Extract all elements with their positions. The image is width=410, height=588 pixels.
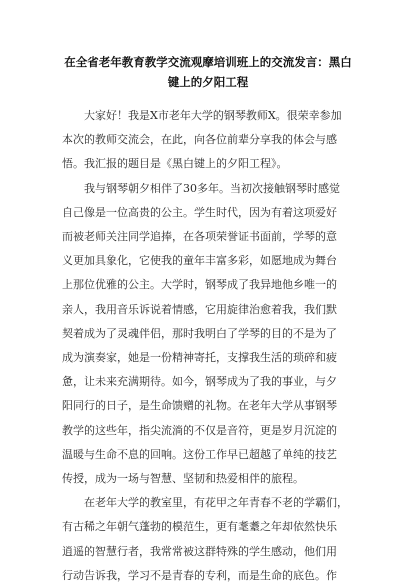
paragraph-greeting: 大家好！我是X市老年大学的钢琴教师X。很荣幸参加 本次的教师交流会，在此，向各位前辈分享我的体会与感 悟。我汇报的题目是《黑白键上的夕阳工程》。 — [62, 109, 342, 171]
document-title: 在全省老年教育教学交流观摩培训班上的交流发言：黑白 键上的夕阳工程 — [64, 55, 352, 89]
paragraph-piano-journey: 我与钢琴朝夕相伴了30多年。当初次接触钢琴时感觉 自己像是一位高贵的公主。学生时代，因为有着这项爱好 而被老师关注同学追捧，在各项荣誉证书面前，学琴的意 义更加具象化，它使我的童年丰富多彩，如愿地成为舞台 上那位优雅的公主。大学时，钢琴成了我异地他乡唯一的 亲人，我用音乐诉说着情感，它用旋律治愈着我，我们默 契着成为了灵魂伴侣，那时我明白了学琴的目的不是为了 成为演奏家，她是一份精神寄托，支撑我生活的琐碎和疲 惫，让未来充满期待。如今，钢琴成为了我的事业，与夕 阳同行的日子，是生命馈赠的礼物。在老年大学从事钢琴 教学的这些年，指尖流淌的不仅是音符，更是岁月沉淀的 温暖与生命不息的回响。这份工作早已超越了单纯的技艺 传授，成为一场与智慧、坚韧和热爱相伴的旅程。 — [62, 181, 340, 486]
document-body — [62, 104, 360, 588]
paragraph-classroom: 在老年大学的教室里，有花甲之年青春不老的学霸们， 有古稀之年朝气蓬勃的模范生，更有耄耋之年却依然快乐 逍遥的智慧行者，我常常被这群特殊的学生感动，他们用 行动告诉我，学习不是青春的专利，而是生命的底色。作 — [62, 496, 348, 582]
